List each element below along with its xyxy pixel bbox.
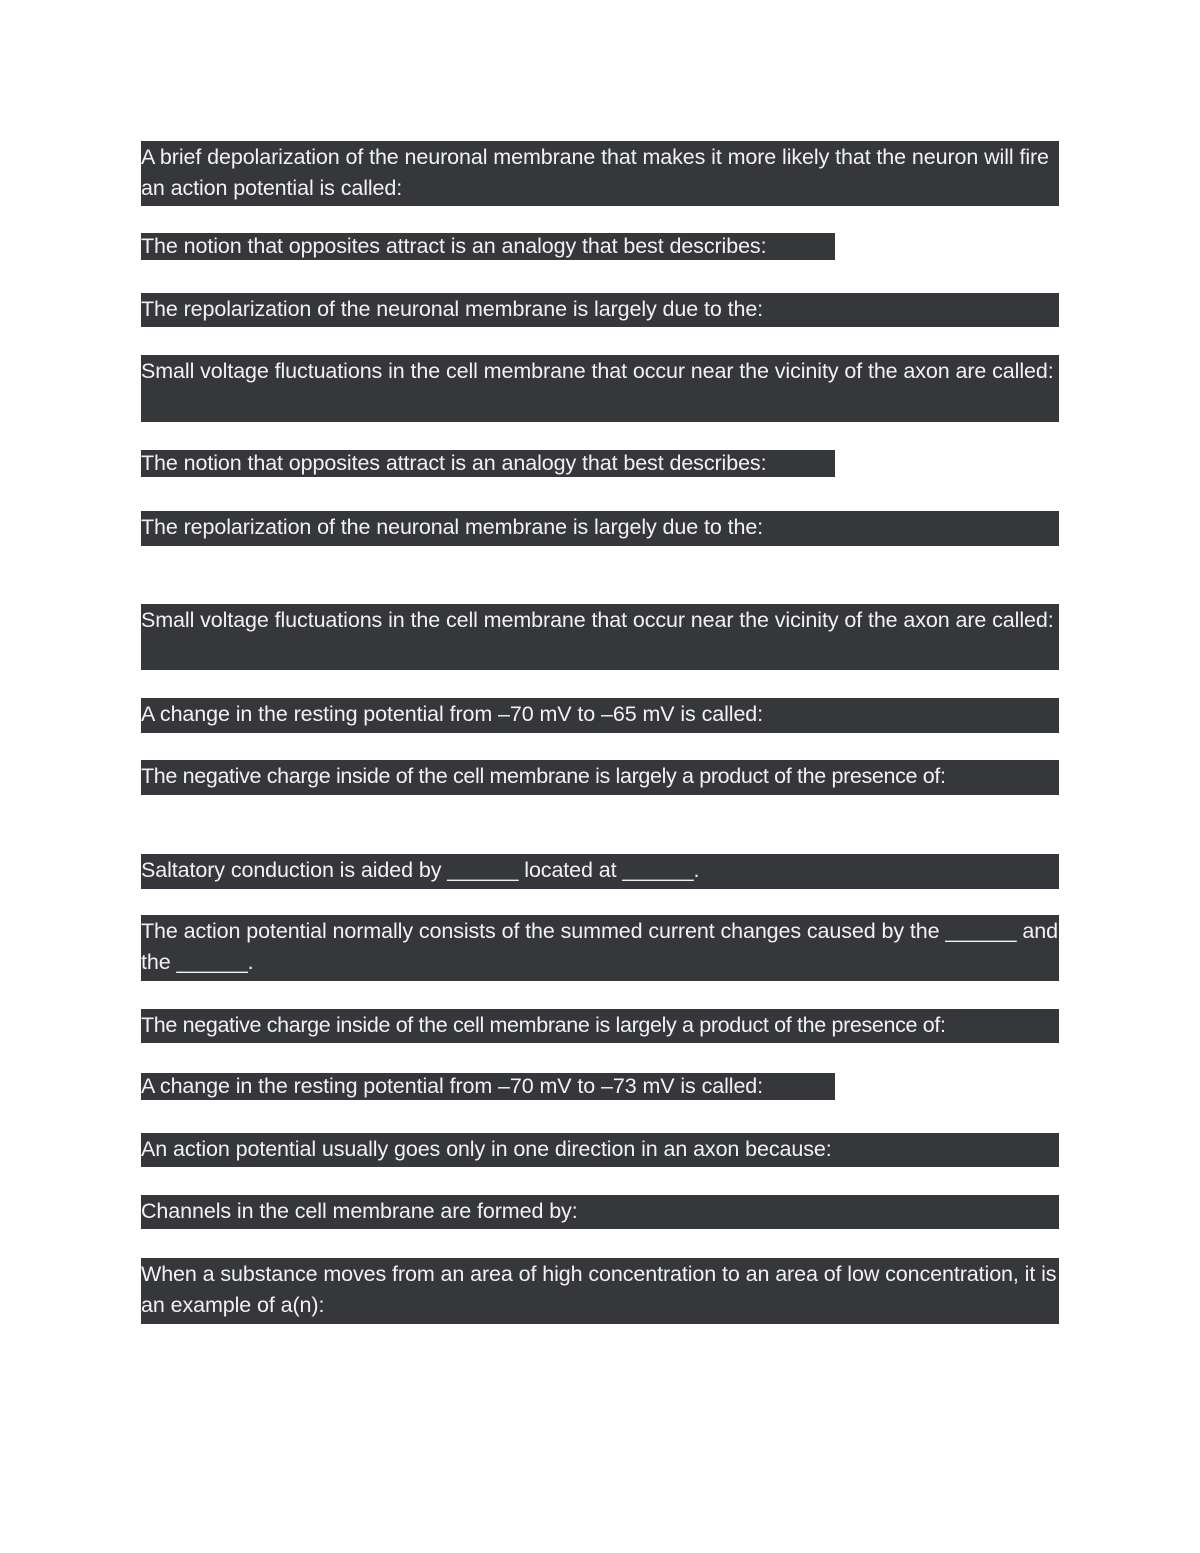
- question-block: [141, 760, 1059, 795]
- question-block: [141, 1009, 1059, 1043]
- question-block: [141, 1195, 1059, 1229]
- question-block: [141, 233, 835, 260]
- question-block: [141, 511, 1059, 546]
- question-text: Small voltage fluctuations in the cell membrane that occur near the vicinity of the axon are called:: [141, 608, 1054, 632]
- question-text: A brief depolarization of the neuronal membrane that makes it more likely that the neuron will fire an action potential is called:: [141, 145, 1049, 200]
- question-text: When a substance moves from an area of high concentration to an area of low concentration, it is an example of a(n):: [141, 1262, 1057, 1317]
- question-text: The negative charge inside of the cell membrane is largely a product of the presence of:: [141, 764, 946, 788]
- question-text: The action potential normally consists of the summed current changes caused by the ______ and the ______.: [141, 919, 1058, 974]
- question-block: [141, 1133, 1059, 1167]
- question-block: [141, 854, 1059, 889]
- question-block: [141, 915, 1059, 981]
- question-block: [141, 604, 1059, 670]
- question-text: The repolarization of the neuronal membrane is largely due to the:: [141, 297, 764, 321]
- question-text: The repolarization of the neuronal membrane is largely due to the:: [141, 515, 764, 539]
- question-text: Channels in the cell membrane are formed by:: [141, 1199, 578, 1223]
- question-text: An action potential usually goes only in one direction in an axon because:: [141, 1137, 832, 1161]
- question-block: [141, 1073, 835, 1100]
- question-text: The notion that opposites attract is an analogy that best describes:: [141, 234, 767, 258]
- question-text: The notion that opposites attract is an analogy that best describes:: [141, 451, 767, 475]
- question-block: [141, 355, 1059, 422]
- question-text: A change in the resting potential from –70 mV to –65 mV is called:: [141, 702, 764, 726]
- question-text: Small voltage fluctuations in the cell membrane that occur near the vicinity of the axon are called:: [141, 359, 1054, 383]
- question-block: [141, 450, 835, 477]
- question-text: Saltatory conduction is aided by ______ located at ______.: [141, 858, 700, 882]
- question-block: [141, 698, 1059, 733]
- question-block: [141, 293, 1059, 327]
- question-block: [141, 1258, 1059, 1324]
- question-block: [141, 141, 1059, 206]
- question-text: A change in the resting potential from –70 mV to –73 mV is called:: [141, 1074, 764, 1098]
- question-text: The negative charge inside of the cell membrane is largely a product of the presence of:: [141, 1013, 946, 1037]
